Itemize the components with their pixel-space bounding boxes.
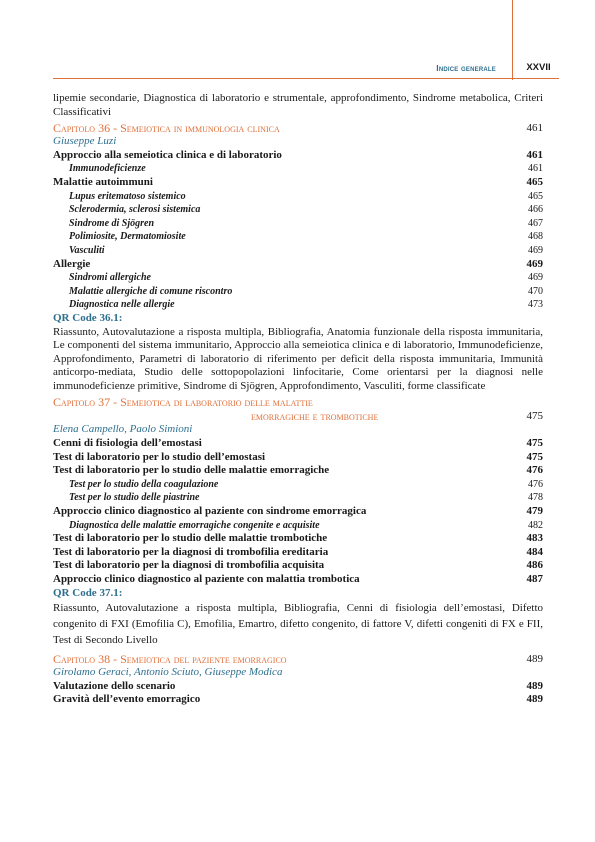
entry-label: Diagnostica nelle allergie [69, 299, 175, 311]
toc-subsection-entry[interactable] [53, 491, 543, 505]
entry-label: Malattie autoimmuni [53, 175, 153, 188]
toc-section-entry[interactable] [53, 176, 543, 190]
entry-page: 469 [528, 244, 543, 256]
entry-label: Test di laboratorio per lo studio dell’emostasi [53, 450, 266, 463]
chapter-authors: Giuseppe Luzi [53, 135, 117, 148]
entry-label: Lupus eritematoso sistemico [69, 190, 186, 202]
chapter-block [53, 395, 543, 648]
chapter-block [53, 121, 543, 393]
entry-page: 473 [528, 299, 543, 311]
entry-page: 484 [526, 545, 543, 558]
toc-section-entry[interactable] [53, 464, 543, 478]
header-vertical-rule [512, 0, 513, 80]
chapter-heading[interactable] [53, 652, 543, 666]
qr-code-label[interactable]: QR Code 36.1: [53, 311, 123, 324]
entry-label: Sclerodermia, sclerosi sistemica [69, 204, 201, 216]
entry-label: Test di laboratorio per lo studio delle malattie trombotiche [53, 532, 328, 545]
toc-subsection-entry[interactable] [53, 230, 543, 244]
chapter-page: 489 [526, 653, 543, 666]
entry-label: Test di laboratorio per la diagnosi di trombofilia acquisita [53, 559, 325, 572]
entry-label: Vasculiti [69, 244, 105, 256]
entry-page: 469 [526, 257, 543, 270]
toc-section-entry[interactable] [53, 149, 543, 163]
chapter-title: Capitolo 38 - Semeiotica del paziente emorragico [53, 652, 287, 667]
toc-section-entry[interactable] [53, 505, 543, 519]
entry-page: 461 [528, 163, 543, 175]
entry-label: Test di laboratorio per lo studio delle malattie emorragiche [53, 464, 330, 477]
qr-code-contents: Riassunto, Autovalutazione a risposta multipla, Bibliografia, Anatomia funzionale della risposta immunitaria, Le componenti del sistema immunitario, Approccio alla semeiotica clinica e di laboratorio, Immunodeficienze, Approfondimento, Parametri di laboratorio di riferimento per deficit della risposta immunitaria, Immunità anticorpo-mediata, Studio delle sottopopolazioni linfocitarie, Come orientarsi per la diagnosi nelle immunodeficienze primitive, Sindrome di Sjögren, Approfondimento, Vasculiti, forme classificate [53, 325, 543, 392]
entry-page: 486 [526, 559, 543, 572]
toc-subsection-entry[interactable] [53, 271, 543, 285]
chapter-heading[interactable] [53, 121, 543, 135]
toc-subsection-entry[interactable] [53, 519, 543, 533]
entry-label: Approccio clinico diagnostico al paziente con sindrome emorragica [53, 505, 367, 518]
chapter-title: Capitolo 37 - Semeiotica di laboratorio delle malattie [53, 395, 313, 410]
toc-subsection-entry[interactable] [53, 217, 543, 231]
entry-page: 467 [528, 217, 543, 229]
entry-label: Test di laboratorio per la diagnosi di trombofilia ereditaria [53, 545, 329, 558]
toc-section-entry[interactable] [53, 451, 543, 465]
toc-subsection-entry[interactable] [53, 285, 543, 299]
entry-label: Immunodeficienze [69, 163, 146, 175]
entry-label: Sindromi allergiche [69, 272, 151, 284]
entry-label: Allergie [53, 257, 91, 270]
entry-label: Malattie allergiche di comune riscontro [69, 285, 233, 297]
chapter-authors: Elena Campello, Paolo Simioni [53, 423, 193, 436]
qr-code-contents: Riassunto, Autovalutazione a risposta multipla, Bibliografia, Cenni di fisiologia dell’emostasi, Difetto congenito di FXI (Emofilia C), Emofilia, Emartro, difetto congenito, di fattore V, difetti congeniti di FX e FII, Test di Secondo Livello [53, 602, 543, 647]
entry-label: Gravità dell’evento emorragico [53, 693, 201, 706]
qr-code-label[interactable]: QR Code 37.1: [53, 586, 123, 599]
toc-section-entry[interactable] [53, 437, 543, 451]
chapter-heading[interactable] [53, 395, 543, 423]
toc-subsection-entry[interactable] [53, 162, 543, 176]
entry-label: Sindrome di Sjögren [69, 217, 155, 229]
toc-section-entry[interactable] [53, 546, 543, 560]
entry-page: 487 [526, 573, 543, 585]
entry-page: 483 [526, 532, 543, 545]
entry-page: 465 [528, 190, 543, 202]
chapter-title: Capitolo 36 - Semeiotica in immunologia clinica [53, 121, 280, 136]
toc-subsection-entry[interactable] [53, 244, 543, 258]
toc-section-entry[interactable] [53, 693, 543, 707]
toc-section-entry[interactable] [53, 680, 543, 694]
toc-subsection-entry[interactable] [53, 203, 543, 217]
toc-subsection-entry[interactable] [53, 298, 543, 312]
entry-label: Test per lo studio delle piastrine [69, 492, 200, 504]
table-of-contents [53, 92, 543, 707]
entry-label: Test per lo studio della coagulazione [69, 478, 219, 490]
entry-page: 476 [528, 478, 543, 490]
header-horizontal-rule [53, 78, 559, 79]
intro-continuation-text: lipemie secondarie, Diagnostica di laboratorio e strumentale, approfondimento, Sindrome metabolica, Criteri Classificativi [53, 92, 543, 118]
toc-section-entry[interactable] [53, 532, 543, 546]
entry-page: 475 [526, 437, 543, 450]
entry-label: Polimiosite, Dermatomiosite [69, 231, 186, 243]
entry-page: 465 [526, 175, 543, 188]
entry-page: 469 [528, 272, 543, 284]
entry-label: Approccio alla semeiotica clinica e di laboratorio [53, 148, 282, 161]
chapter-page: 475 [526, 410, 543, 423]
entry-page: 476 [526, 464, 543, 477]
entry-page: 468 [528, 231, 543, 243]
entry-page: 482 [528, 519, 543, 531]
toc-section-entry[interactable] [53, 573, 543, 587]
running-header-page-number: XXVII [526, 62, 551, 73]
chapter-block [53, 652, 543, 707]
entry-page: 470 [528, 285, 543, 297]
chapter-entries [53, 437, 543, 587]
chapter-title-continuation: emorragiche e trombotiche [251, 409, 379, 424]
toc-section-entry[interactable] [53, 559, 543, 573]
chapter-page: 461 [526, 122, 543, 135]
entry-label: Cenni di fisiologia dell’emostasi [53, 437, 202, 450]
chapter-entries [53, 149, 543, 312]
chapter-entries [53, 680, 543, 707]
chapter-authors: Girolamo Geraci, Antonio Sciuto, Giuseppe Modica [53, 666, 283, 679]
entry-page: 475 [526, 450, 543, 463]
entry-page: 466 [528, 204, 543, 216]
toc-subsection-entry[interactable] [53, 478, 543, 492]
entry-page: 489 [526, 693, 543, 706]
running-header-section: Indice generale [436, 63, 496, 73]
toc-section-entry[interactable] [53, 258, 543, 272]
toc-subsection-entry[interactable] [53, 190, 543, 204]
entry-page: 478 [528, 492, 543, 504]
entry-label: Valutazione dello scenario [53, 679, 176, 692]
entry-label: Approccio clinico diagnostico al paziente con malattia trombotica [53, 573, 360, 585]
entry-page: 489 [526, 679, 543, 692]
entry-label: Diagnostica delle malattie emorragiche congenite e acquisite [69, 519, 320, 531]
entry-page: 461 [526, 148, 543, 161]
entry-page: 479 [526, 505, 543, 518]
